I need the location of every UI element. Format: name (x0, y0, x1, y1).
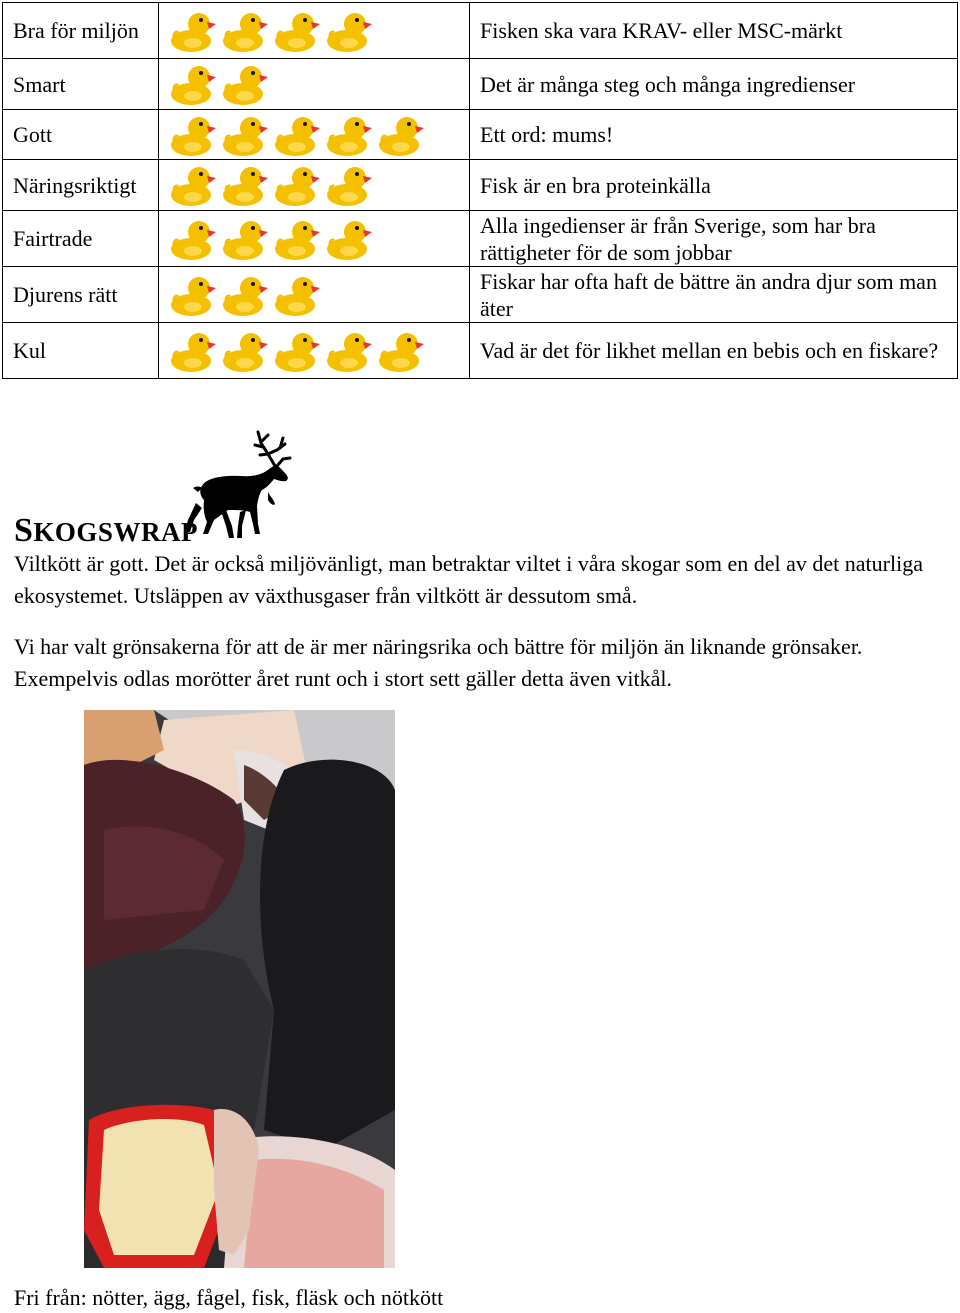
rubber-duck-icon (377, 113, 425, 157)
rubber-duck-icon (273, 329, 321, 373)
comment-cell: Det är många steg och många ingredienser (470, 59, 958, 110)
heading-initial: S (14, 512, 34, 549)
rubber-duck-icon (221, 217, 269, 261)
rubber-duck-icon (221, 273, 269, 317)
rubber-duck-icon (273, 163, 321, 207)
rating-row (3, 211, 958, 267)
rubber-duck-icon (325, 217, 373, 261)
duck-rating (159, 267, 470, 323)
rubber-duck-icon (221, 329, 269, 373)
rubber-duck-icon (221, 62, 269, 106)
paragraph-game-meat: Viltkött är gott. Det är också miljövänligt, man betraktar viltet i våra skogar som en del av det naturliga ekosystemet. Utsläppen av växthusgaser från viltkött är dessutom små. (14, 551, 923, 608)
comment-cell: Alla ingedienser är från Sverige, som har bra rättigheter för de som jobbar (470, 211, 958, 267)
rating-row (3, 267, 958, 323)
rubber-duck-icon (273, 273, 321, 317)
rating-row (3, 323, 958, 379)
rating-table (2, 2, 958, 379)
duck-rating (159, 3, 470, 59)
rubber-duck-icon (273, 9, 321, 53)
rubber-duck-icon (273, 113, 321, 157)
rubber-duck-icon (169, 273, 217, 317)
rubber-duck-icon (169, 9, 217, 53)
category-cell: Fairtrade (3, 211, 159, 267)
rubber-duck-icon (221, 9, 269, 53)
comment-cell: Ett ord: mums! (470, 110, 958, 160)
category-cell: Kul (3, 323, 159, 379)
rating-row (3, 59, 958, 110)
rubber-duck-icon (377, 329, 425, 373)
comment-cell: Vad är det för likhet mellan en bebis och en fiskare? (470, 323, 958, 379)
rubber-duck-icon (169, 62, 217, 106)
category-cell: Näringsriktigt (3, 160, 159, 211)
category-cell: Gott (3, 110, 159, 160)
rubber-duck-icon (325, 113, 373, 157)
comment-cell: Fisken ska vara KRAV- eller MSC-märkt (470, 3, 958, 59)
duck-rating (159, 110, 470, 160)
allergen-footer: Fri från: nötter, ägg, fågel, fisk, fläsk och nötkött (14, 1285, 444, 1310)
duck-rating (159, 59, 470, 110)
wrap-photo (84, 710, 395, 1268)
category-cell: Smart (3, 59, 159, 110)
category-cell: Bra för miljön (3, 3, 159, 59)
rubber-duck-icon (221, 163, 269, 207)
rubber-duck-icon (169, 217, 217, 261)
category-cell: Djurens rätt (3, 267, 159, 323)
rating-row (3, 3, 958, 59)
paragraph-vegetables: Vi har valt grönsakerna för att de är mer näringsrika och bättre för miljön än liknande grönsaker. Exempelvis odlas morötter året runt och i stort sett gäller detta även vitkål. (14, 634, 863, 691)
rubber-duck-icon (325, 329, 373, 373)
reindeer-icon (182, 428, 294, 540)
rubber-duck-icon (325, 9, 373, 53)
rubber-duck-icon (169, 163, 217, 207)
comment-cell: Fisk är en bra proteinkälla (470, 160, 958, 211)
heading-rest: KOGSWRAP (33, 517, 198, 547)
rubber-duck-icon (169, 113, 217, 157)
rubber-duck-icon (221, 113, 269, 157)
rubber-duck-icon (273, 217, 321, 261)
duck-rating (159, 211, 470, 267)
rubber-duck-icon (169, 329, 217, 373)
rating-row (3, 160, 958, 211)
duck-rating (159, 323, 470, 379)
rating-row (3, 110, 958, 160)
rubber-duck-icon (325, 163, 373, 207)
comment-cell: Fiskar har ofta haft de bättre än andra djur som man äter (470, 267, 958, 323)
duck-rating (159, 160, 470, 211)
